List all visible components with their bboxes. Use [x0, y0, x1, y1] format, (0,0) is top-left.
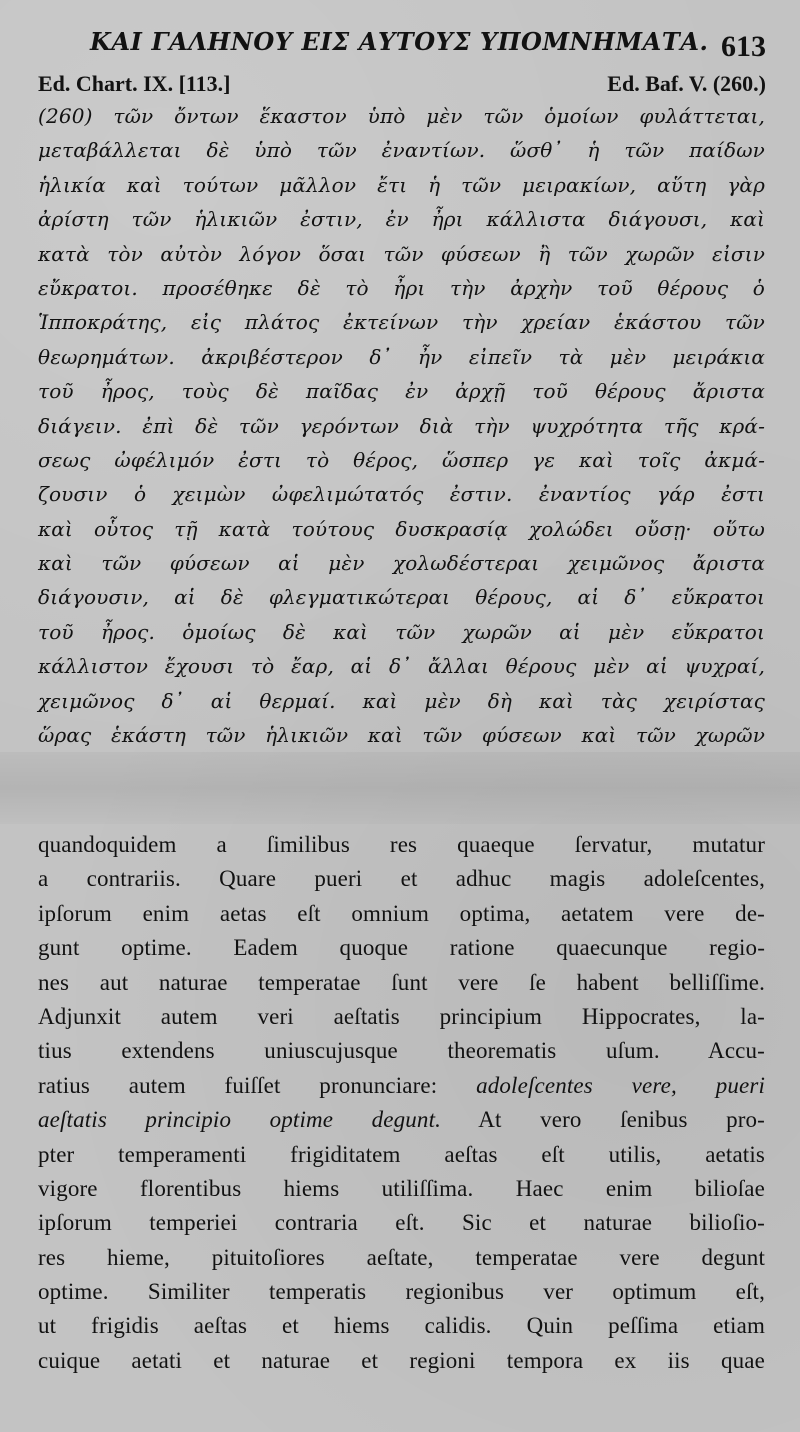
latin-line-14: optime. Similiter temperatis regionibus ver optimum eſt, — [38, 1279, 765, 1305]
latin-line-16: cuique aetati et naturae et regioni tempora ex iis quae — [38, 1347, 765, 1373]
latin-line-9-plain: At vero ſenibus pro- — [478, 1107, 765, 1133]
latin-line-7: tius extendens uniuscujusque theorematis uſum. Accu- — [38, 1038, 765, 1064]
greek-line-1: (260) τῶν ὄντων ἕκαστον ὑπὸ μὲν τῶν ὁμοίων φυλάττεται, — [38, 104, 765, 128]
latin-line-6: Adjunxit autem veri aeſtatis principium Hippocrates, la- — [38, 1003, 765, 1029]
running-header: ΚΑΙ ΓΑΛΗΝΟΥ ΕΙΣ ΑΥΤΟΥΣ ΥΠΟΜΝΗΜΑΤΑ. — [90, 27, 709, 56]
greek-line-6: εὔκρατοι. προσέθηκε δὲ τὸ ἦρι τὴν ἀρχὴν τοῦ θέρους ὁ — [38, 275, 765, 300]
ink-bleed-shadow — [0, 752, 800, 824]
greek-line-5: κατὰ τὸν αὐτὸν λόγον ὅσαι τῶν φύσεων ἢ τῶν χωρῶν εἰσιν — [38, 241, 765, 266]
greek-line-15: διάγουσιν, αἱ δὲ φλεγματικώτεραι θέρους, αἱ δ᾽ εὔκρατοι — [38, 585, 765, 610]
greek-line-19: ὥρας ἑκάστη τῶν ἡλικιῶν καὶ τῶν φύσεων καὶ τῶν χωρῶν — [38, 723, 765, 748]
latin-line-8-plain: ratius autem fuiſſet pronunciare: — [38, 1072, 438, 1098]
page-number: 613 — [721, 30, 766, 63]
greek-line-11: σεως ὠφέλιμόν ἐστι τὸ θέρος, ὥσπερ γε καὶ τοῖς ἀκμά- — [38, 447, 765, 472]
greek-line-12: ζουσιν ὁ χειμὼν ὠφελιμώτατός ἐστιν. ἐναντίος γάρ ἐστι — [38, 482, 765, 507]
greek-line-2: μεταβάλλεται δὲ ὑπὸ τῶν ἐναντίων. ὥσθ᾽ ἡ τῶν παίδων — [38, 138, 765, 163]
latin-line-1: quandoquidem a ſimilibus res quaeque ſervatur, mutatur — [38, 832, 765, 857]
greek-line-9: τοῦ ἦρος, τοὺς δὲ παῖδας ἐν ἀρχῇ τοῦ θέρους ἄριστα — [38, 379, 765, 404]
greek-line-18: χειμῶνος δ᾽ αἱ θερμαί. καὶ μὲν δὴ καὶ τὰς χειρίστας — [38, 688, 765, 713]
greek-text-block — [38, 99, 765, 752]
latin-line-8-italic-2: pueri — [715, 1072, 765, 1098]
latin-line-2: a contrariis. Quare pueri et adhuc magis adoleſcentes, — [38, 866, 765, 892]
latin-line-4: gunt optime. Eadem quoque ratione quaecunque regio- — [38, 935, 765, 961]
greek-line-16: τοῦ ἦρος. ὁμοίως δὲ καὶ τῶν χωρῶν αἱ μὲν εὔκρατοι — [38, 619, 765, 644]
latin-line-11: vigore florentibus hiems utiliſſima. Haec enim bilioſae — [38, 1175, 765, 1201]
latin-line-9 — [38, 1103, 765, 1137]
latin-line-13: res hieme, pituitoſiores aeſtate, temperatae vere degunt — [38, 1244, 765, 1270]
edition-left-label: Ed. Chart. IX. [113.] — [38, 71, 231, 96]
latin-line-8 — [38, 1069, 765, 1103]
greek-line-8: θεωρημάτων. ἀκριβέστερον δ᾽ ἦν εἰπεῖν τὰ μὲν μειράκια — [38, 344, 765, 369]
greek-line-14: καὶ τῶν φύσεων αἱ μὲν χολωδέστεραι χειμῶνος ἄριστα — [38, 551, 765, 576]
greek-line-13: καὶ οὗτος τῇ κατὰ τούτους δυσκρασίᾳ χολώδει οὔσῃ· οὕτω — [38, 516, 765, 541]
greek-line-7: Ἱπποκράτης, εἰς πλάτος ἐκτείνων τὴν χρείαν ἑκάστου τῶν — [38, 310, 765, 335]
greek-line-17: κάλλιστον ἔχουσι τὸ ἔαρ, αἱ δ᾽ ἄλλαι θέρους μὲν αἱ ψυχραί, — [38, 654, 765, 679]
latin-line-9-italic: aeſtatis principio optime degunt. — [38, 1107, 442, 1133]
latin-line-8-italic-1: adoleſcentes vere, — [476, 1072, 677, 1098]
latin-line-5: nes aut naturae temperatae ſunt vere ſe habent belliſſime. — [38, 969, 765, 995]
greek-line-10: διάγειν. ἐπὶ δὲ τῶν γερόντων διὰ τὴν ψυχρότητα τῆς κρά- — [38, 413, 765, 438]
latin-line-15: ut frigidis aeſtas et hiems calidis. Quin peſſima etiam — [38, 1313, 765, 1339]
latin-line-3: ipſorum enim aetas eſt omnium optima, aetatem vere de- — [38, 900, 765, 926]
greek-line-3: ἡλικία καὶ τούτων μᾶλλον ἔτι ἡ τῶν μειρακίων, αὕτη γὰρ — [38, 172, 765, 197]
latin-line-12: ipſorum temperiei contraria eſt. Sic et naturae bilioſio- — [38, 1210, 765, 1236]
latin-line-10: pter temperamenti frigiditatem aeſtas eſt utilis, aetatis — [38, 1141, 765, 1167]
latin-text-block — [38, 828, 765, 1378]
edition-right-label: Ed. Baf. V. (260.) — [607, 71, 766, 96]
greek-line-4: ἀρίστη τῶν ἡλικιῶν ἐστιν, ἐν ἦρι κάλλιστα διάγουσι, καὶ — [38, 207, 765, 232]
